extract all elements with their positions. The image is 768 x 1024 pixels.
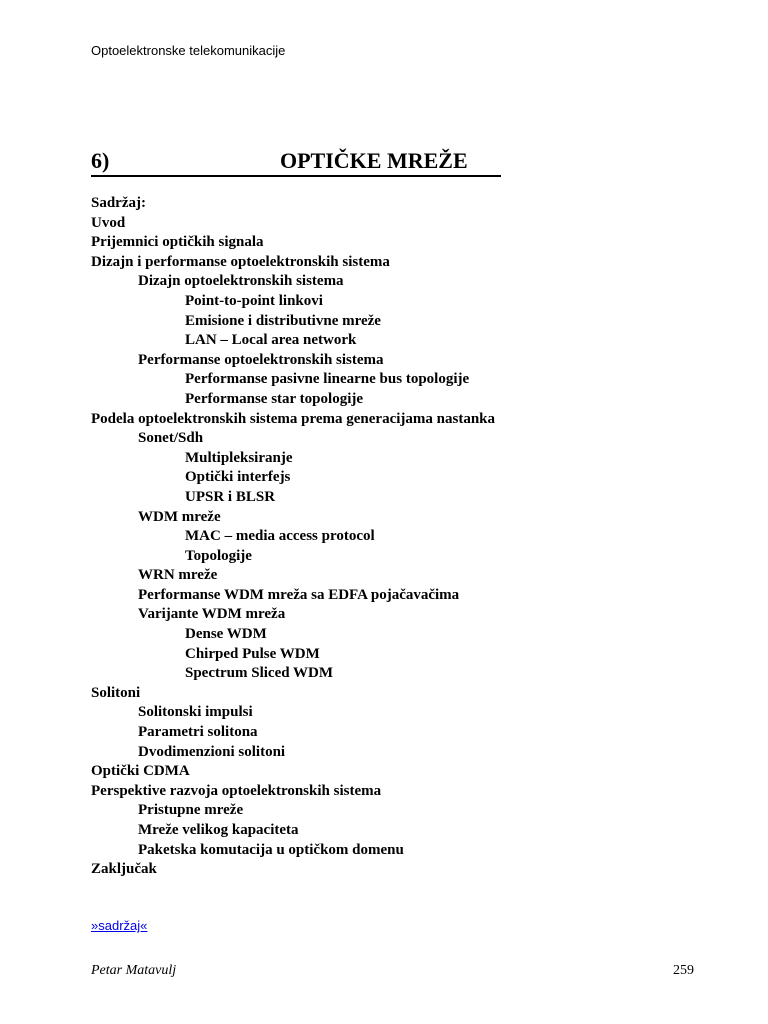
- toc-item: Podela optoelektronskih sistema prema generacijama nastanka: [91, 410, 496, 427]
- toc-item: Performanse pasivne linearne bus topologije: [185, 371, 470, 388]
- toc-item: MAC – media access protocol: [185, 528, 375, 545]
- page-number: 259: [673, 963, 694, 978]
- toc-item: Pristupne mreže: [138, 802, 244, 819]
- toc-item: Dense WDM: [185, 626, 267, 643]
- toc-item: Optički interfejs: [185, 469, 291, 486]
- toc-item: Parametri solitona: [138, 724, 258, 741]
- toc-item: LAN – Local area network: [185, 332, 357, 349]
- toc-item: Sonet/Sdh: [138, 430, 204, 447]
- back-to-contents-link[interactable]: »sadržaj«: [91, 918, 148, 933]
- toc-item: Performanse optoelektronskih sistema: [138, 351, 384, 368]
- toc-item: Dvodimenzioni solitoni: [138, 743, 286, 760]
- chapter-title: OPTIČKE MREŽE: [280, 148, 468, 173]
- chapter-heading: [91, 147, 501, 177]
- toc-item: Spectrum Sliced WDM: [185, 665, 334, 682]
- toc-heading: Sadržaj:: [91, 195, 146, 211]
- toc-item: Performanse WDM mreža sa EDFA pojačavačima: [138, 586, 460, 603]
- toc-item: Optički CDMA: [91, 763, 190, 780]
- running-header: Optoelektronske telekomunikacije: [91, 43, 286, 58]
- toc-item: Prijemnici optičkih signala: [91, 234, 264, 251]
- toc-item: UPSR i BLSR: [185, 488, 276, 505]
- toc-item: Solitoni: [91, 684, 141, 701]
- toc-item: Point-to-point linkovi: [185, 292, 323, 309]
- toc-item: Dizajn i performanse optoelektronskih sistema: [91, 253, 390, 270]
- toc-item: WDM mreže: [138, 508, 221, 525]
- toc-item: Zaključak: [91, 861, 157, 878]
- toc-item: Solitonski impulsi: [138, 704, 253, 721]
- toc-item: Dizajn optoelektronskih sistema: [138, 273, 344, 290]
- toc-item: Mreže velikog kapaciteta: [138, 822, 299, 838]
- toc-item: Uvod: [91, 214, 126, 231]
- table-of-contents: [91, 194, 495, 880]
- chapter-number: 6): [91, 148, 110, 173]
- toc-item: Topologije: [185, 547, 252, 564]
- toc-item: WRN mreže: [138, 567, 218, 584]
- toc-item: Perspektive razvoja optoelektronskih sistema: [91, 782, 382, 799]
- toc-item: Multipleksiranje: [185, 449, 293, 466]
- toc-item: Chirped Pulse WDM: [185, 645, 320, 662]
- toc-item: Paketska komutacija u optičkom domenu: [138, 841, 404, 858]
- toc-item: Emisione i distributivne mreže: [185, 312, 381, 329]
- toc-item: Varijante WDM mreža: [138, 606, 286, 623]
- footer-author: Petar Matavulj: [91, 963, 177, 978]
- toc-item: Performanse star topologije: [185, 390, 364, 407]
